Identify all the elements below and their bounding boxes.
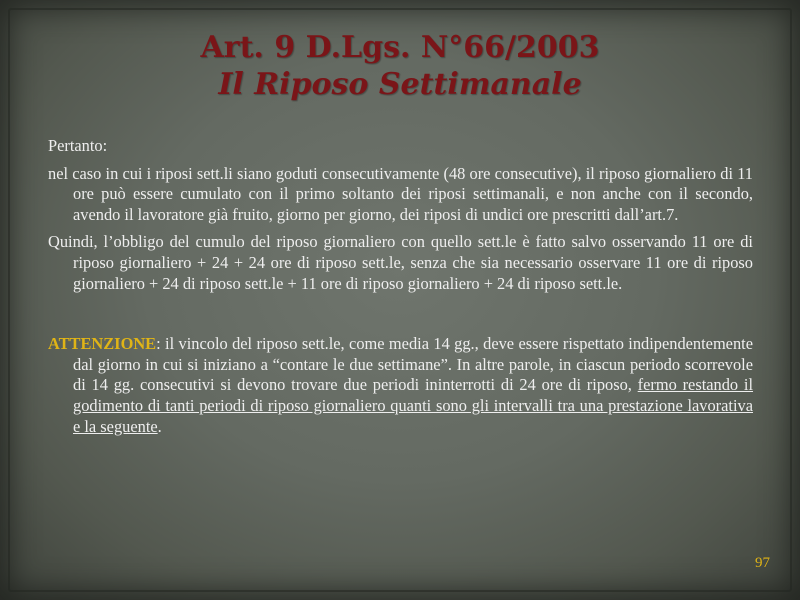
- slide-body: [48, 136, 753, 437]
- title-line-1: Art. 9 D.Lgs. N°66/2003: [200, 30, 600, 65]
- attention-underlined-text: fermo restando il godimento di tanti periodi di riposo giornaliero quanti sono gli intervalli tra una prestazione lavorativa e la seguente: [73, 375, 754, 436]
- slide-title: [0, 30, 800, 104]
- paragraph-consecutive-rest: nel caso in cui i riposi sett.li siano goduti consecutivamente (48 ore consecutive), il riposo giornaliero di 11 ore può essere cumulato con il primo soltanto dei riposi settimanali, e non anche con il secondo, avendo il lavoratore già fruito, giorno per giorno, dei riposi di undici ore prescritti dall’art.7.: [48, 163, 753, 224]
- attention-end: .: [157, 416, 162, 436]
- title-line-2: Il Riposo Settimanale: [218, 67, 582, 102]
- page-number: 97: [755, 555, 770, 571]
- attention-label: ATTENZIONE: [48, 334, 157, 354]
- attention-text: : il vincolo del riposo sett.le, come media 14 gg., deve essere rispettato indipendentemente dal giorno in cui si iniziano a “contare le due settimane”. In altre parole, in ciascun periodo scorrevole di 14 gg. consecutivi si devono trovare due periodi ininterrotti di 24 ore di riposo,: [73, 334, 753, 395]
- paragraph-attention: [48, 334, 753, 437]
- intro-text: Pertanto:: [48, 136, 108, 155]
- paragraph-cumulation: Quindi, l’obbligo del cumulo del riposo giornaliero con quello sett.le è fatto salvo osservando 11 ore di riposo giornaliero + 24 + 24 ore di riposo sett.le, senza che sia necessario osservare 11 ore di riposo giornaliero + 24 di riposo sett.le + 11 ore di riposo giornaliero + 24 di riposo sett.le.: [48, 232, 753, 293]
